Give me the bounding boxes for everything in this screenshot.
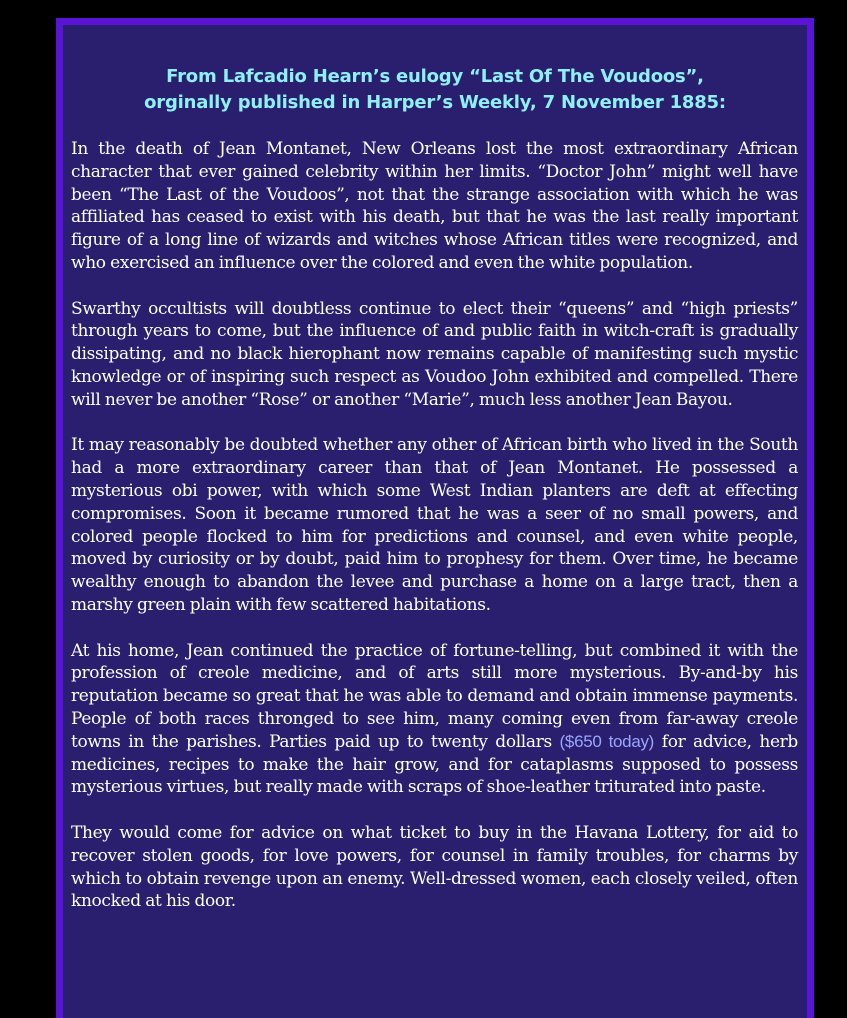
article-body bbox=[71, 138, 798, 913]
paragraph-2: Swarthy occultists will doubtless continue to elect their “queens” and “high priests” through years to come, but the influence of and public faith in witch-craft is gradually dissipating, and no black hierophant now remains capable of manifesting such mystic knowledge or of inspiring such respect as Voudoo John exhibited and compelled. There will never be another “Rose” or another “Marie”, much less another Jean Bayou. bbox=[71, 298, 798, 410]
article-panel bbox=[56, 18, 814, 1018]
paragraph-3: It may reasonably be doubted whether any other of African birth who lived in the South had a more extraordinary career than that of Jean Montanet. He possessed a mysterious obi power, with which some West Indian planters are deft at effecting compromises. Soon it became rumored that he was a seer of no small powers, and colored people flocked to him for predictions and counsel, and even white people, moved by curiosity or by doubt, paid him to prophesy for them. Over time, he became wealthy enough to abandon the levee and purchase a home on a large tract, then a marshy green plain with few scattered habitations. bbox=[71, 435, 798, 615]
paragraph-5: They would come for advice on what ticket to buy in the Havana Lottery, for aid to recover stolen goods, for love powers, for counsel in family troubles, for charms by which to obtain revenge upon an enemy. Well-dressed women, each closely veiled, often knocked at his door. bbox=[71, 822, 798, 912]
paragraph-1: In the death of Jean Montanet, New Orleans lost the most extraordinary African character that ever gained celebrity within her limits. “Doctor John” might well have been “The Last of the Voudoos”, not that the strange association with which he was affiliated has ceased to exist with his death, but that he was the last really important figure of a long line of wizards and witches whose African titles were recognized, and who exercised an influence over the colored and even the white population. bbox=[71, 139, 798, 273]
paragraph-4 bbox=[71, 640, 798, 800]
paragraph-4-text-after: for advice, herb medicines, recipes to make the hair grow, and for cataplasms supposed to possess mysterious virtues, but really made with scraps of shoe-leather triturated into paste. bbox=[71, 731, 798, 798]
heading-line-1: From Lafcadio Hearn’s eulogy “Last Of The Voudoos”, bbox=[166, 66, 704, 87]
inflation-note: ($650 today) bbox=[559, 731, 655, 751]
article-heading bbox=[63, 25, 807, 116]
heading-line-2: orginally published in Harper’s Weekly, 7 November 1885: bbox=[144, 92, 726, 113]
paragraph-4-text-before: At his home, Jean continued the practice of fortune-telling, but combined it with the profession of creole medicine, and of arts still more mysterious. By-and-by his reputation became so great that he was able to demand and obtain immense payments. People of both races thronged to see him, many coming even from far-away creole towns in the parishes. Parties paid up to twenty dollars bbox=[71, 640, 798, 752]
